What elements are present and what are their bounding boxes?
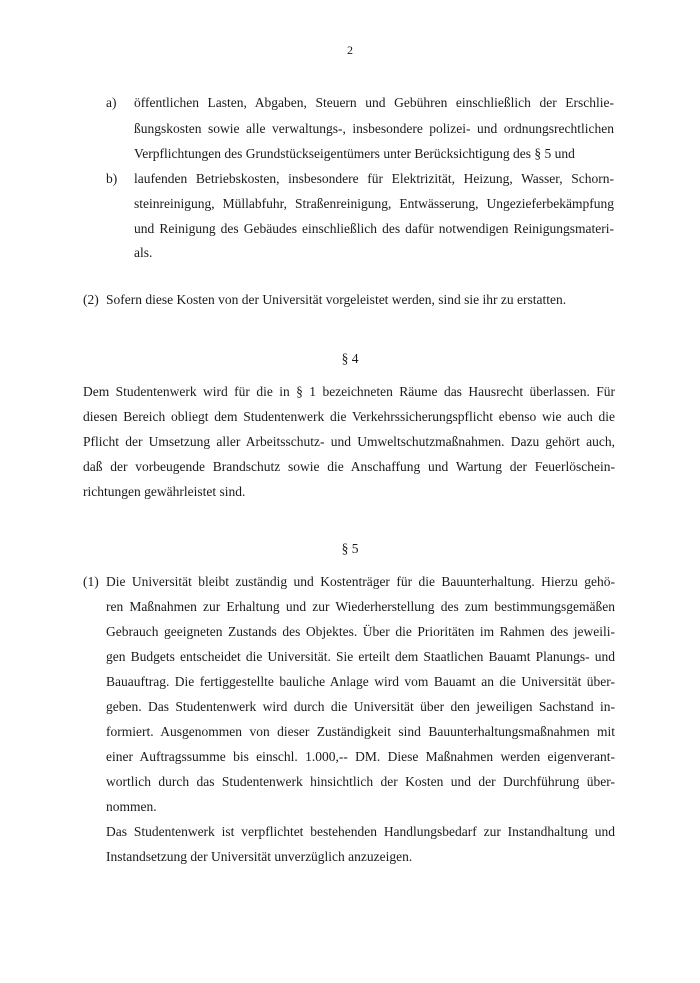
section-5-line-8: einer Auftragssumme bis einschl. 1.000,-- DM. Diese Maßnahmen werden eigenverant- xyxy=(106,749,615,764)
list-b-line-1: laufenden Betriebskosten, insbesondere für Elektrizität, Heizung, Wasser, Schorn- xyxy=(134,171,614,186)
section-5-heading: § 5 xyxy=(341,541,359,556)
section-4-line-5: richtungen gewährleistet sind. xyxy=(83,484,246,499)
section-5-line-7: formiert. Ausgenommen von dieser Zuständigkeit sind Bauunterhaltungsmaßnahmen mit xyxy=(106,724,615,739)
section-5-line-3: Gebrauch geeigneten Zustands des Objektes. Über die Prioritäten im Rahmen des jeweili- xyxy=(106,624,615,639)
section-4-line-3: Pflicht der Umsetzung aller Arbeitsschutz- und Umweltschutzmaßnahmen. Dazu gehört auch, xyxy=(83,434,615,449)
section-4-line-2: diesen Bereich obliegt dem Studentenwerk die Verkehrssicherungspflicht ebenso wie auch die xyxy=(83,409,615,424)
section-5-line-4: gen Budgets entscheidet die Universität. Sie erteilt dem Staatlichen Bauamt Planungs- und xyxy=(106,649,615,664)
section-4-heading: § 4 xyxy=(341,351,359,366)
page-number: 2 xyxy=(347,43,353,57)
list-b-line-2: steinreinigung, Müllabfuhr, Straßenreinigung, Entwässerung, Ungezieferbekämpfung xyxy=(134,196,614,211)
para-2-marker: (2) xyxy=(83,292,99,307)
section-5-line-2: ren Maßnahmen zur Erhaltung und zur Wiederherstellung des zum bestimmungsgemäßen xyxy=(106,599,615,614)
section-5-line-1: Die Universität bleibt zuständig und Kostenträger für die Bauunterhaltung. Hierzu gehö- xyxy=(106,574,615,589)
section-4-line-4: daß der vorbeugende Brandschutz sowie die Anschaffung und Wartung der Feuerlöschein- xyxy=(83,459,615,474)
section-4-line-1: Dem Studentenwerk wird für die in § 1 bezeichneten Räume das Hausrecht überlassen. Für xyxy=(83,384,615,399)
section-5-line-5: Bauauftrag. Die fertiggestellte bauliche Anlage wird vom Bauamt an die Universität über- xyxy=(106,674,615,689)
section-5-para-1-marker: (1) xyxy=(83,574,99,589)
list-marker-b: b) xyxy=(106,171,118,186)
section-5-line-9: wortlich durch das Studentenwerk hinsichtlich der Kosten und der Durchführung über- xyxy=(106,774,615,789)
list-b-line-3: und Reinigung des Gebäudes einschließlich des dafür notwendigen Reinigungsmateri- xyxy=(134,221,614,236)
section-5-line-12: Instandsetzung der Universität unverzüglich anzuzeigen. xyxy=(106,849,413,864)
list-marker-a: a) xyxy=(106,95,117,110)
section-5-line-11: Das Studentenwerk ist verpflichtet bestehenden Handlungsbedarf zur Instandhaltung und xyxy=(106,824,615,839)
para-2-text: Sofern diese Kosten von der Universität vorgeleistet werden, sind sie ihr zu erstatten. xyxy=(106,292,567,307)
list-a-line-2: ßungskosten sowie alle verwaltungs-, insbesondere polizei- und ordnungsrechtlichen xyxy=(134,121,614,136)
section-5-line-10: nommen. xyxy=(106,799,157,814)
section-5-line-6: geben. Das Studentenwerk wird durch die Universität über den jeweiligen Sachstand in- xyxy=(106,699,615,714)
list-b-line-4: als. xyxy=(134,245,153,260)
list-a-line-1: öffentlichen Lasten, Abgaben, Steuern und Gebühren einschließlich der Erschlie- xyxy=(134,95,614,110)
list-a-line-3: Verpflichtungen des Grundstückseigentümers unter Berücksichtigung des § 5 und xyxy=(134,146,575,161)
